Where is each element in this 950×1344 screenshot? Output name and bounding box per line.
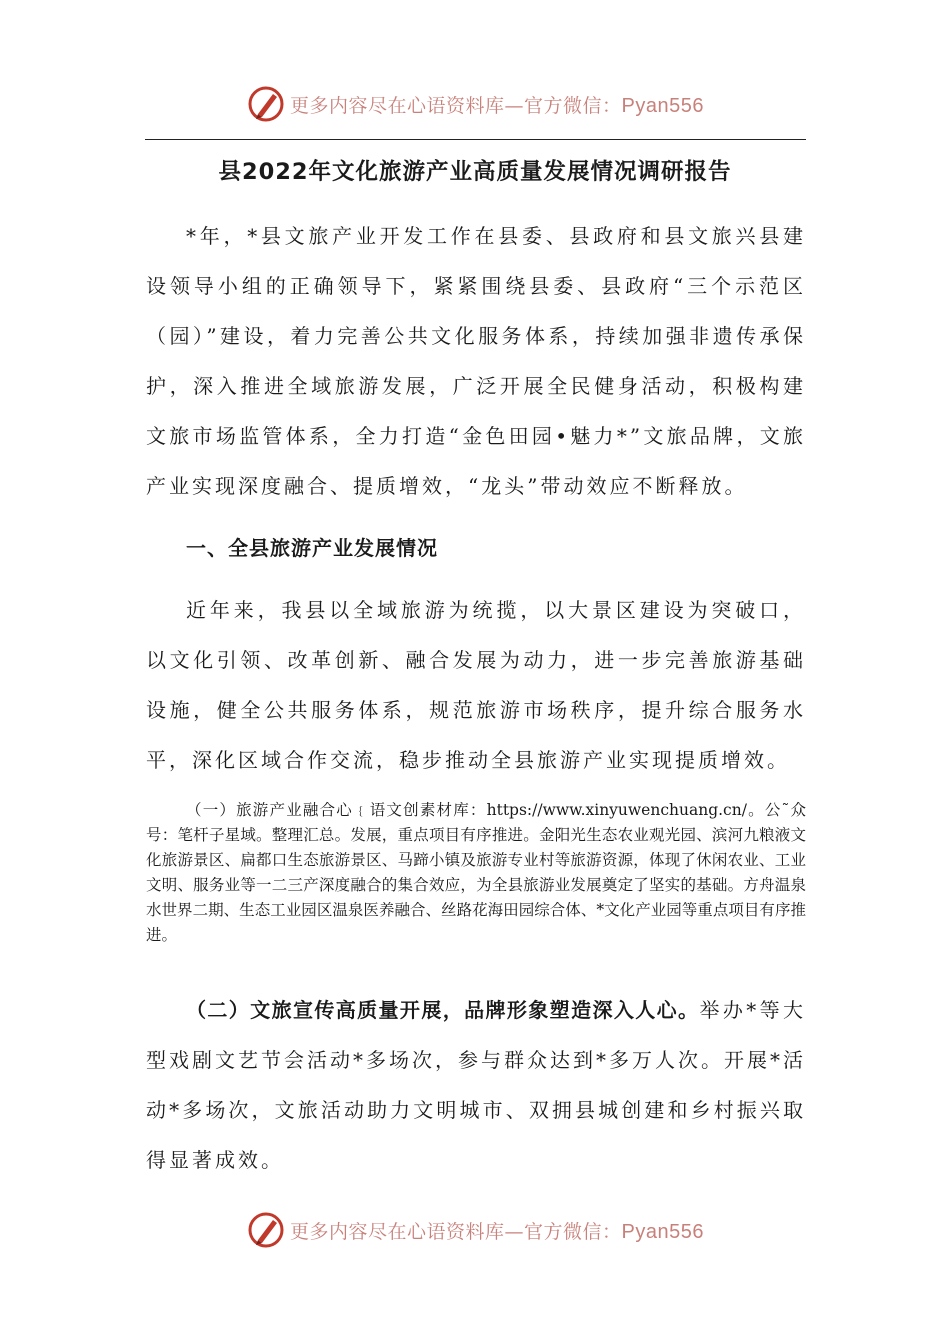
wechat-id: Pyan556 [621, 1220, 704, 1243]
section-paragraph: 近年来，我县以全域旅游为统揽，以大景区建设为突破口，以文化引领、改革创新、融合发展为动力，进一步完善旅游基础设施，健全公共服务体系，规范旅游市场秩序，提升综合服务水平，深化区域合作交流，稳步推动全县旅游产业实现提质增效。 [146, 598, 806, 772]
subsection-2-body: 举办*等大型戏剧文艺节会活动*多场次，参与群众达到*多万人次。开展*活动*多场次，文旅活动助力文明城市、双拥县城创建和乡村振兴取得显著成效。 [146, 998, 807, 1172]
pen-logo-icon [246, 1210, 286, 1250]
header-rule [145, 139, 806, 140]
banner-text: 更多内容尽在心语资料库—官方微信：Pyan556 [290, 94, 704, 117]
footer-banner [0, 1208, 950, 1252]
pen-logo-icon [246, 84, 286, 124]
intro-paragraph: *年，*县文旅产业开发工作在县委、县政府和县文旅兴县建设领导小组的正确领导下，紧紧围绕县委、县政府“三个示范区（园）”建设，着力完善公共文化服务体系，持续加强非遗传承保护，深入推进全域旅游发展，广泛开展全民健身活动，积极构建文旅市场监管体系，全力打造“金色田园•魅力*”文旅品牌，文旅产业实现深度融合、提质增效，“龙头”带动效应不断释放。 [146, 224, 806, 498]
subsection-2-paragraph [146, 985, 806, 1185]
section-heading: 一、全县旅游产业发展情况 [186, 536, 438, 560]
document-title: 县2022年文化旅游产业高质量发展情况调研报告 [218, 159, 732, 185]
wechat-id: Pyan556 [621, 94, 704, 117]
banner-text: 更多内容尽在心语资料库—官方微信：Pyan556 [290, 1220, 704, 1243]
header-banner [0, 82, 950, 126]
subsection-2-lead: （二）文旅宣传高质量开展，品牌形象塑造深入人心。 [186, 998, 700, 1022]
subsection-1-paragraph: （一）旅游产业融合心﹛语文创素材库：https://www.xinyuwenchuang.cn/。公˜众号：笔杆子星域。整理汇总。发展，重点项目有序推进。金阳光生态农业观光园、滨河九粮液文化旅游景区、扁都口生态旅游景区、马蹄小镇及旅游专业村等旅游资源，体现了休闲农业、工业文明、服务业等一二三产深度融合的集合效应，为全县旅游业发展奠定了坚实的基础。方舟温泉水世界二期、生态工业园区温泉医养融合、丝路花海田园综合体、*文化产业园等重点项目有序推进。 [146, 801, 806, 944]
